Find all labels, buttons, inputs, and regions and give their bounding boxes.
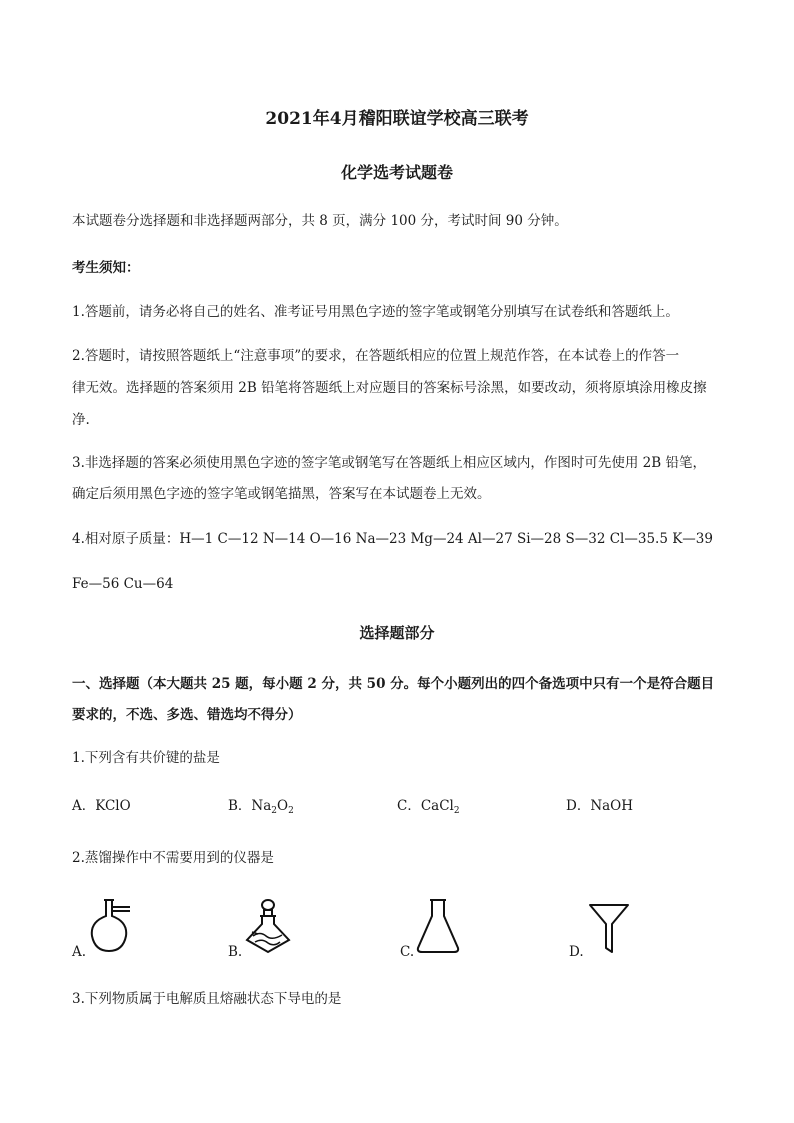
notice-item-4-line-1: 4.相对原子质量：H—1 C—12 N—14 O—16 Na—23 Mg—24 Al—27 Si—28 S—32 Cl—35.5 K—39	[72, 531, 713, 547]
part1-instructions-line-2: 要求的，不选、多选、错选均不得分）	[72, 707, 302, 723]
q2-option-d-label: D.	[569, 944, 584, 960]
notice-item-4-line-2: Fe—56 Cu—64	[72, 576, 174, 592]
notice-item-2-line-2: 律无效。选择题的答案须用 2B 铅笔将答题纸上对应题目的答案标号涂黑，如要改动，须将原填涂用橡皮擦	[72, 380, 707, 396]
question-2-stem: 2.蒸馏操作中不需要用到的仪器是	[72, 850, 274, 866]
notice-item-2-line-3: 净.	[72, 412, 90, 428]
q1-option-b: B．$Na_2O_2$	[228, 798, 294, 816]
distillation-flask-icon	[86, 898, 136, 956]
q2-option-c-label: C.	[400, 944, 415, 960]
q2-option-b-label: B.	[228, 944, 243, 960]
notice-item-1: 1.答题前，请务必将自己的姓名、准考证号用黑色字迹的签字笔或钢笔分别填写在试卷纸和答题纸上。	[72, 304, 679, 320]
q1-option-d: D．NaOH	[566, 798, 634, 814]
notice-item-3-line-1: 3.非选择题的答案必须使用黑色字迹的签字笔或钢笔写在答题纸上相应区域内，作图时可先使用 2B 铅笔，	[72, 455, 706, 471]
q1-option-a: A．KClO	[72, 798, 131, 814]
notice-item-2-line-1: 2.答题时，请按照答题纸上“注意事项”的要求，在答题纸相应的位置上规范作答，在本试卷上的作答一	[72, 348, 680, 364]
exam-title: 2021年4月稽阳联谊学校高三联考	[265, 109, 529, 129]
stoppered-vessel-icon	[242, 898, 294, 956]
conical-flask-icon	[414, 898, 462, 954]
question-1-stem: 1.下列含有共价键的盐是	[72, 750, 220, 766]
q2-option-a-label: A.	[72, 944, 87, 960]
notice-heading: 考生须知：	[72, 260, 140, 276]
notice-item-3-line-2: 确定后须用黑色字迹的签字笔或钢笔描黑，答案写在本试题卷上无效。	[72, 486, 491, 502]
exam-subtitle: 化学选考试题卷	[340, 163, 453, 182]
section-title: 选择题部分	[359, 624, 435, 642]
funnel-icon	[588, 902, 630, 956]
part1-instructions-line-1: 一、选择题（本大题共 25 题，每小题 2 分，共 50 分。每个小题列出的四个备选项中只有一个是符合题目	[72, 676, 715, 692]
intro-text: 本试题卷分选择题和非选择题两部分，共 8 页，满分 100 分，考试时间 90 分钟。	[72, 213, 568, 229]
question-3-stem: 3.下列物质属于电解质且熔融状态下导电的是	[72, 991, 342, 1007]
q1-option-c: C．CaCl$_2$	[397, 798, 460, 816]
